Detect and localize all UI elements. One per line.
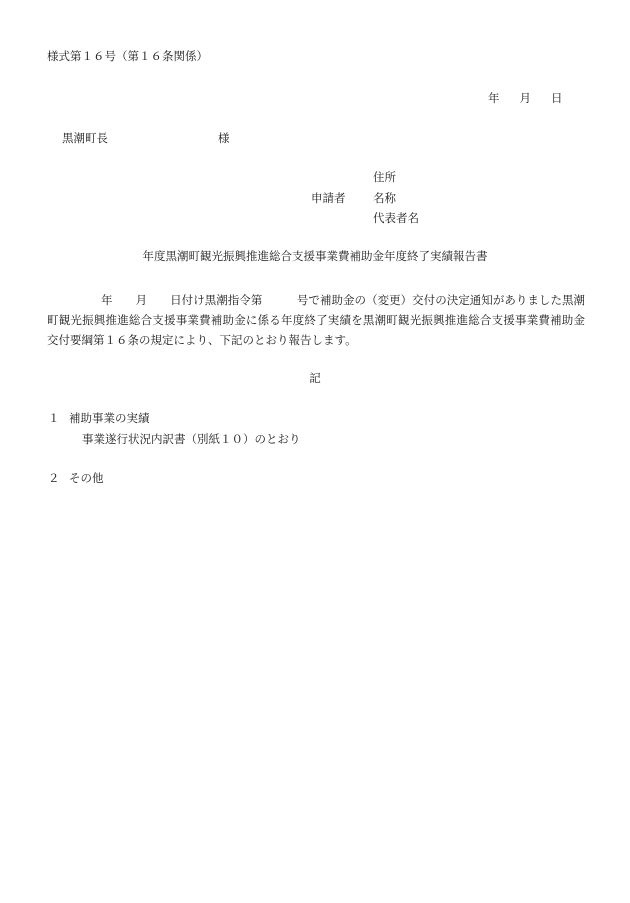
date-year-label: 年 (488, 91, 500, 105)
item-detail: 事業遂行状況内訳書（別紙１０）のとおり (82, 432, 301, 446)
applicant-label: 申請者 (311, 191, 346, 205)
recipient-line (62, 130, 230, 146)
item-label: 補助事業の実績 (69, 411, 150, 425)
item-number: ２ (48, 471, 60, 485)
recipient-honorific: 様 (218, 131, 230, 145)
document-title: 年度黒潮町観光振興推進総合支援事業費補助金年度終了実績報告書 (142, 249, 488, 263)
date-line (488, 90, 563, 106)
form-number: 様式第１６号（第１６条関係） (47, 49, 208, 63)
item-label: その他 (69, 471, 104, 485)
ki-heading: 記 (309, 371, 321, 385)
date-day-label: 日 (551, 91, 563, 105)
applicant-representative-label: 代表者名 (373, 211, 419, 225)
item-number: １ (48, 411, 60, 425)
list-item (48, 470, 104, 486)
body-paragraph: 年 月 日付け黒潮指令第 号で補助金の（変更）交付の決定通知がありました黒潮町観光振興推進総合支援事業費補助金に係る年度終了実績を黒潮町観光振興推進総合支援事業費補助金交付要綱第１６条の規定により、下記のとおり報告します。 (47, 293, 585, 347)
applicant-address-label: 住所 (373, 170, 396, 184)
list-item (48, 410, 150, 426)
recipient-name: 黒潮町長 (62, 131, 108, 145)
date-month-label: 月 (519, 91, 531, 105)
applicant-name-label: 名称 (373, 191, 396, 205)
